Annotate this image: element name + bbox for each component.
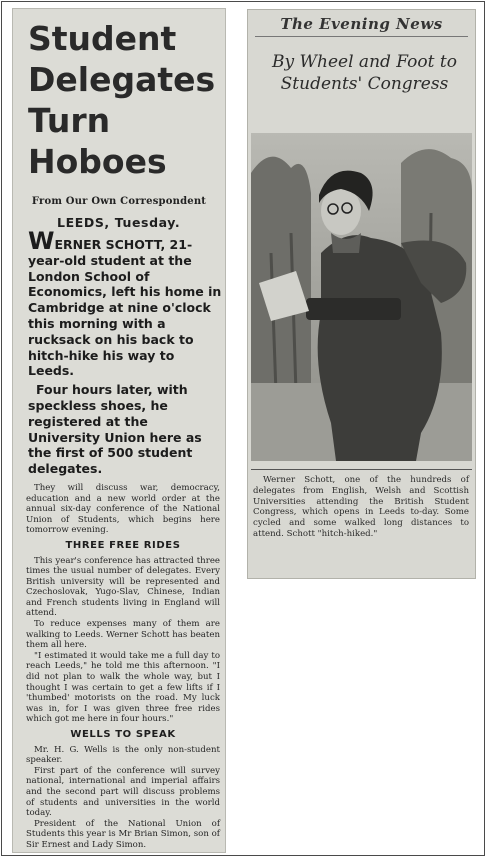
dateline: LEEDS, Tuesday.: [57, 215, 181, 230]
photo-headline-line: By Wheel and Foot to: [272, 52, 457, 72]
article-body: [26, 483, 220, 851]
subheading: THREE FREE RIDES: [65, 539, 181, 551]
body-paragraph: First part of the conference will survey national, international and imperial affairs and the second part will discuss problems of students and universities in the world today.: [26, 765, 220, 819]
masthead: The Evening News: [280, 15, 443, 33]
lead-text: ERNER SCHOTT, 21-year-old student at the London School of Economics, left his home in Cambridge at nine o'clock this morning with a rucksack on his back to hitch-hike his way to Leeds.: [28, 237, 222, 379]
headline-line: Hoboes: [28, 142, 167, 181]
headline-line: Turn: [28, 101, 111, 140]
photo-illustration: [251, 133, 472, 461]
byline: From Our Own Correspondent: [31, 196, 207, 207]
blank-area: [247, 596, 476, 846]
photo-headline-line: Students' Congress: [280, 74, 449, 94]
headline-line: Student: [28, 19, 177, 58]
photo-caption: Werner Schott, one of the hundreds of delegates from English, Welsh and Scottish Universities attending the British Student Congress, which opens in Leeds to-day. Some cycled and some walked long distances to attend. Schott "hitch-hiked.": [253, 475, 469, 539]
newspaper-clipping-left: [12, 8, 226, 853]
body-paragraph: They will discuss war, democracy, education and a new world order at the annual six-day conference of the National Union of Students, which begins here tomorrow evening.: [26, 482, 220, 536]
newspaper-clipping-right: [247, 9, 476, 579]
drop-cap: W: [28, 227, 55, 255]
lead-paragraphs: [28, 227, 222, 477]
photo-headline: [253, 51, 476, 95]
headline: [28, 18, 226, 182]
news-photo: [251, 133, 472, 461]
masthead-rule: [255, 36, 468, 37]
body-paragraph: This year's conference has attracted three times the usual number of delegates. Every British university will be represented and Czechoslovak, Yugo-Slav, Chinese, Indian and French students living in England will attend.: [26, 555, 220, 619]
body-paragraph: Mr. H. G. Wells is the only non-student speaker.: [26, 744, 220, 766]
lead-paragraph: [28, 227, 222, 379]
body-paragraph: To reduce expenses many of them are walking to Leeds. Werner Schott has beaten them all here.: [26, 619, 220, 651]
lead-paragraph: Four hours later, with speckless shoes, he registered at the University Union here as the first of 500 student delegates.: [28, 382, 202, 477]
subheading: WELLS TO SPEAK: [70, 729, 176, 741]
caption-rule: [251, 469, 472, 470]
body-paragraph: "I estimated it would take me a full day to reach Leeds," he told me this afternoon. "I did not plan to walk the whole way, but I thought I was certain to get a few lifts if I 'thumbed' motorists on the road. My luck was in, for I was given three free rides which got me here in four hours.": [26, 650, 220, 725]
headline-line: Delegates: [28, 60, 216, 99]
body-paragraph: President of the National Union of Students this year is Mr Brian Simon, son of Sir Ernest and Lady Simon.: [26, 818, 220, 850]
